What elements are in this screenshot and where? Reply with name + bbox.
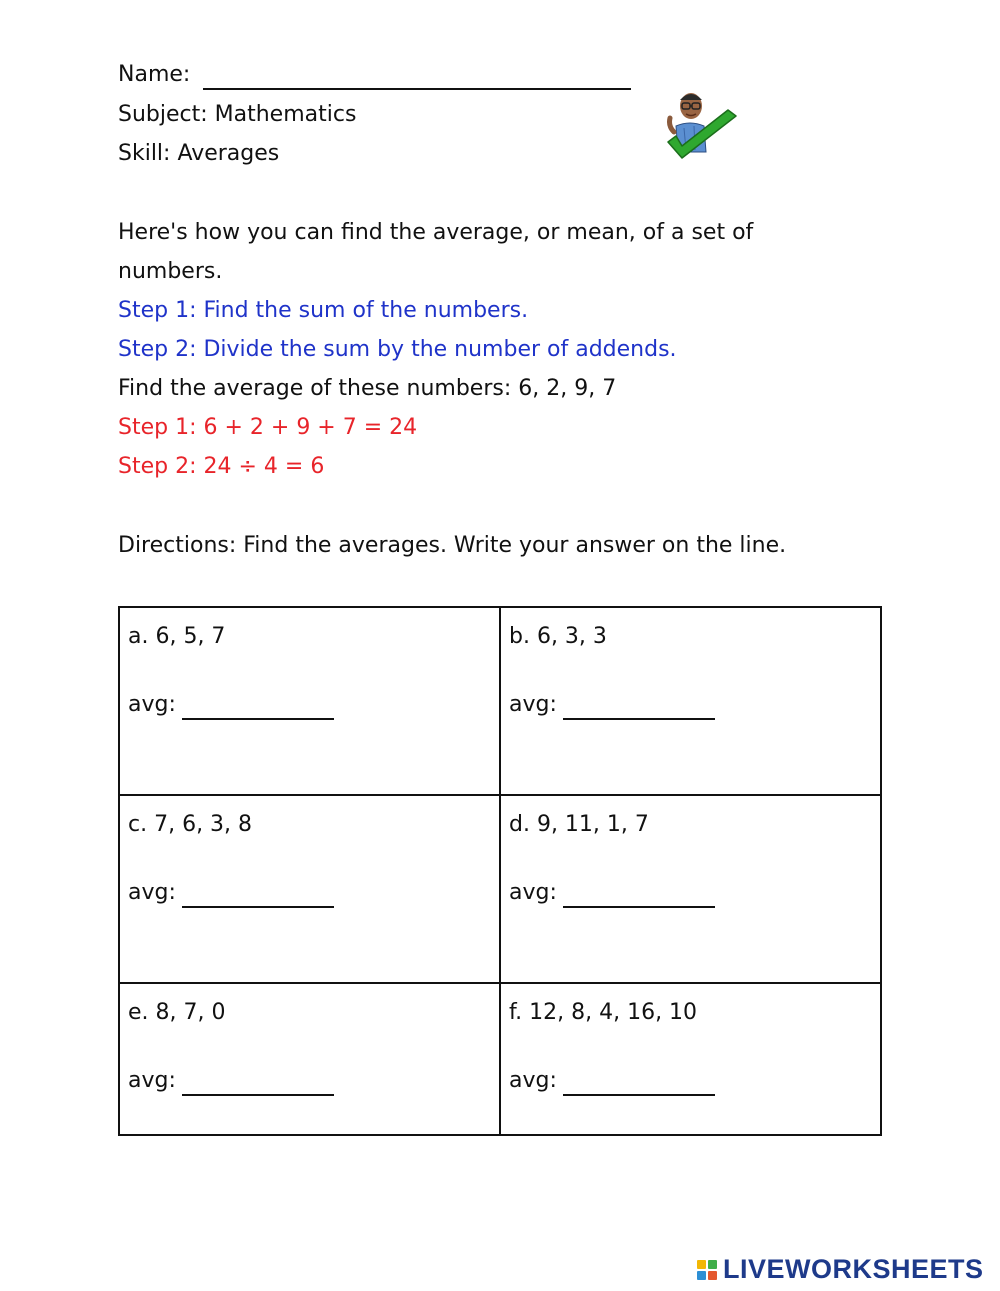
name-line [118,60,631,90]
problem-numbers: b. 6, 3, 3 [509,624,607,649]
brand-name: LIVEWORKSHEETS [723,1254,984,1284]
answer-row [128,690,491,720]
answer-field[interactable] [182,1072,334,1096]
answer-row [509,690,872,720]
problem-numbers: f. 12, 8, 4, 16, 10 [509,1000,698,1025]
intro-line-1: Here's how you can find the average, or mean, of a set of [118,220,754,245]
example-step-1: Step 1: 6 + 2 + 9 + 7 = 24 [118,415,418,440]
directions: Directions: Find the averages. Write your answer on the line. [118,533,787,558]
answer-row [509,878,872,908]
problem-numbers: c. 7, 6, 3, 8 [128,812,253,837]
avg-label: avg: [128,880,176,905]
example-prompt: Find the average of these numbers: 6, 2, 9, 7 [118,376,617,401]
answer-field[interactable] [563,1072,715,1096]
answer-field[interactable] [563,696,715,720]
avg-label: avg: [509,880,557,905]
avg-label: avg: [128,692,176,717]
answer-field[interactable] [182,884,334,908]
problem-cell [119,607,500,795]
name-field[interactable] [203,66,631,90]
logo-blocks-icon [697,1260,717,1280]
subject-line: Subject: Mathematics [118,102,357,127]
answer-field[interactable] [182,696,334,720]
problems-table [118,606,882,1136]
avg-label: avg: [128,1068,176,1093]
problem-cell [119,983,500,1135]
avg-label: avg: [509,1068,557,1093]
problem-cell [500,795,881,983]
problem-numbers: d. 9, 11, 1, 7 [509,812,649,837]
avg-label: avg: [509,692,557,717]
answer-row [128,878,491,908]
skill-line: Skill: Averages [118,141,280,166]
name-label: Name: [118,62,191,87]
rule-step-2: Step 2: Divide the sum by the number of addends. [118,337,677,362]
problem-numbers: a. 6, 5, 7 [128,624,226,649]
example-step-2: Step 2: 24 ÷ 4 = 6 [118,454,325,479]
intro-line-2: numbers. [118,259,223,284]
problem-cell [119,795,500,983]
answer-row [509,1066,872,1096]
liveworksheets-logo [697,1254,984,1285]
answer-row [128,1066,491,1096]
problem-cell [500,607,881,795]
answer-field[interactable] [563,884,715,908]
problem-cell [500,983,881,1135]
rule-step-1: Step 1: Find the sum of the numbers. [118,298,529,323]
teacher-checkmark-icon [664,86,742,170]
problem-numbers: e. 8, 7, 0 [128,1000,226,1025]
